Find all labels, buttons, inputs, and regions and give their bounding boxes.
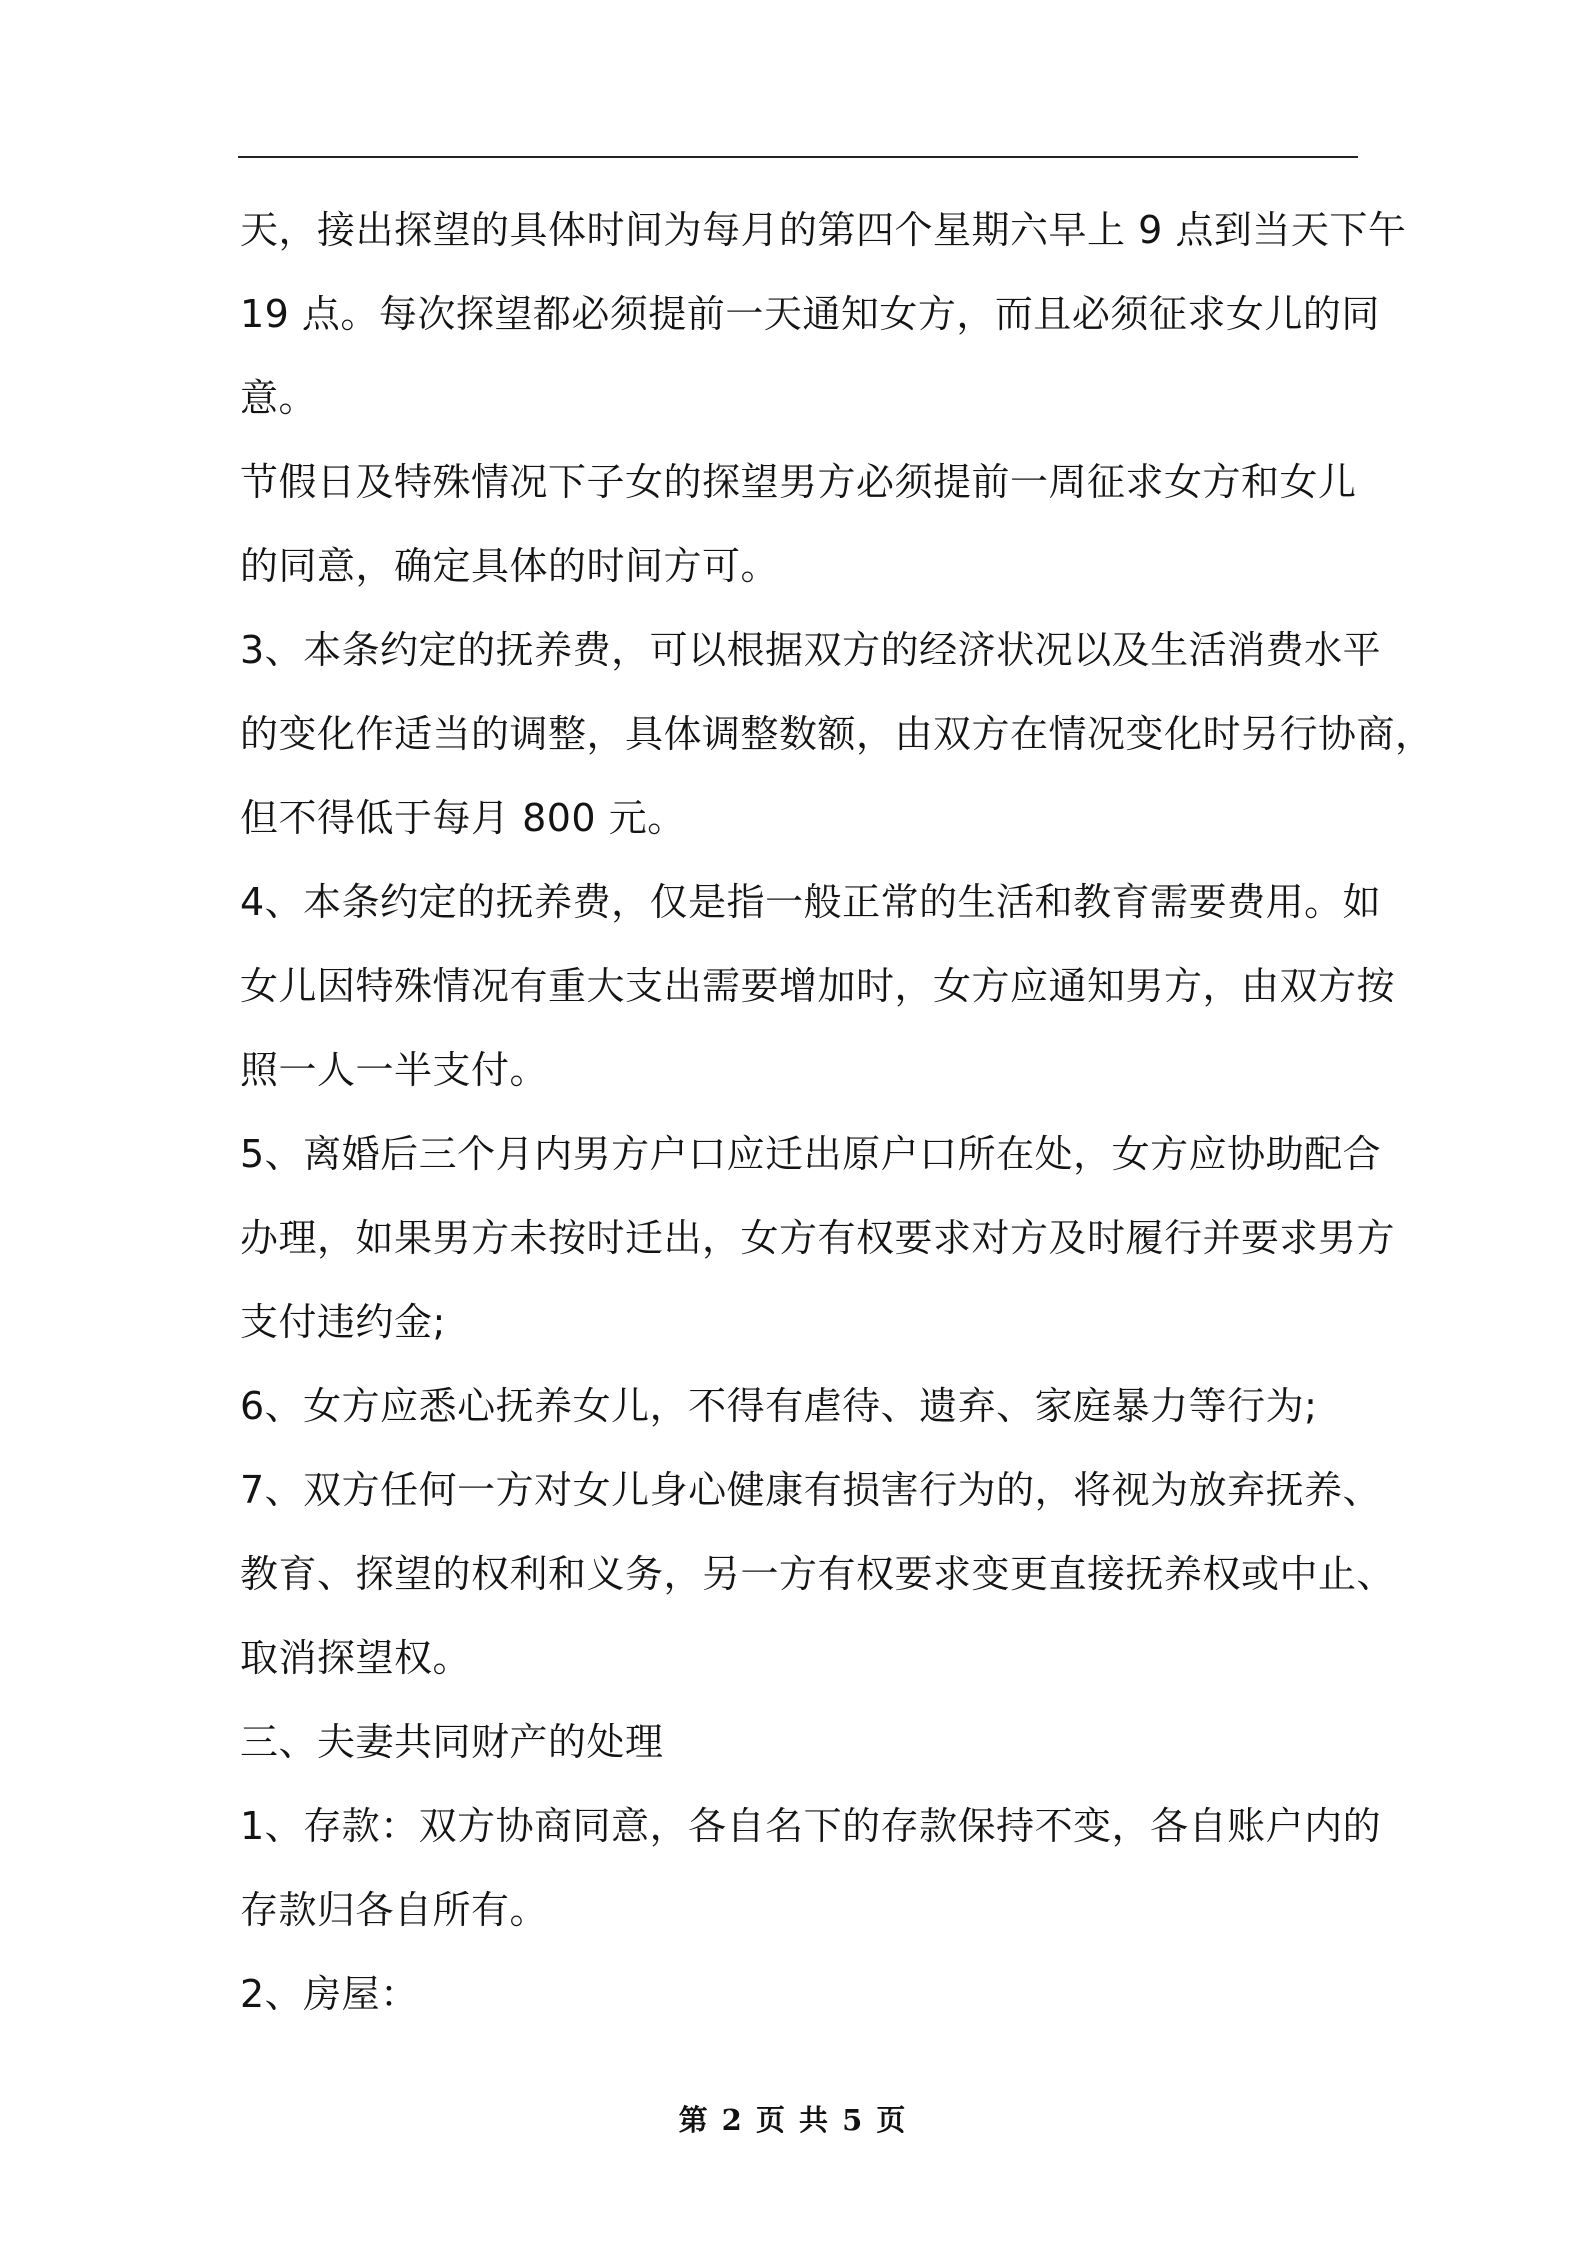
text-line: 存款归各自所有。 [240,1888,549,1932]
text-line: 支付违约金; [240,1300,446,1344]
text-line: 照一人一半支付。 [240,1048,549,1092]
text-line: 19 点。每次探望都必须提前一天通知女方，而且必须征求女儿的同 [240,292,1380,336]
text-line: 意。 [240,376,318,420]
text-line: 教育、探望的权利和义务，另一方有权要求变更直接抚养权或中止、 [240,1552,1396,1596]
text-line: 天，接出探望的具体时间为每月的第四个星期六早上 9 点到当天下午 [240,208,1407,252]
text-line: 3、本条约定的抚养费，可以根据双方的经济状况以及生活消费水平 [240,628,1382,672]
text-line: 1、存款：双方协商同意，各自名下的存款保持不变，各自账户内的 [240,1804,1382,1848]
section-heading: 三、夫妻共同财产的处理 [240,1720,664,1764]
text-line: 的同意，确定具体的时间方可。 [240,544,780,588]
text-line: 7、双方任何一方对女儿身心健康有损害行为的，将视为放弃抚养、 [240,1468,1382,1512]
text-line: 2、房屋： [240,1972,419,2016]
text-line: 6、女方应悉心抚养女儿，不得有虐待、遗弃、家庭暴力等行为; [240,1384,1318,1428]
header-rule [238,156,1358,158]
text-line: 节假日及特殊情况下子女的探望男方必须提前一周征求女方和女儿 [240,460,1357,504]
text-line: 4、本条约定的抚养费，仅是指一般正常的生活和教育需要费用。如 [240,880,1382,924]
text-line: 5、离婚后三个月内男方户口应迁出原户口所在处，女方应协助配合 [240,1132,1382,1176]
text-line: 女儿因特殊情况有重大支出需要增加时，女方应通知男方，由双方按 [240,964,1396,1008]
text-line: 办理，如果男方未按时迁出，女方有权要求对方及时履行并要求男方 [240,1216,1396,1260]
page-number: 第 2 页 共 5 页 [678,2103,908,2137]
text-line: 但不得低于每月 800 元。 [240,796,686,840]
text-line: 的变化作适当的调整，具体调整数额，由双方在情况变化时另行协商， [240,712,1434,756]
document-body [240,188,1434,2036]
text-line: 取消探望权。 [240,1636,472,1680]
